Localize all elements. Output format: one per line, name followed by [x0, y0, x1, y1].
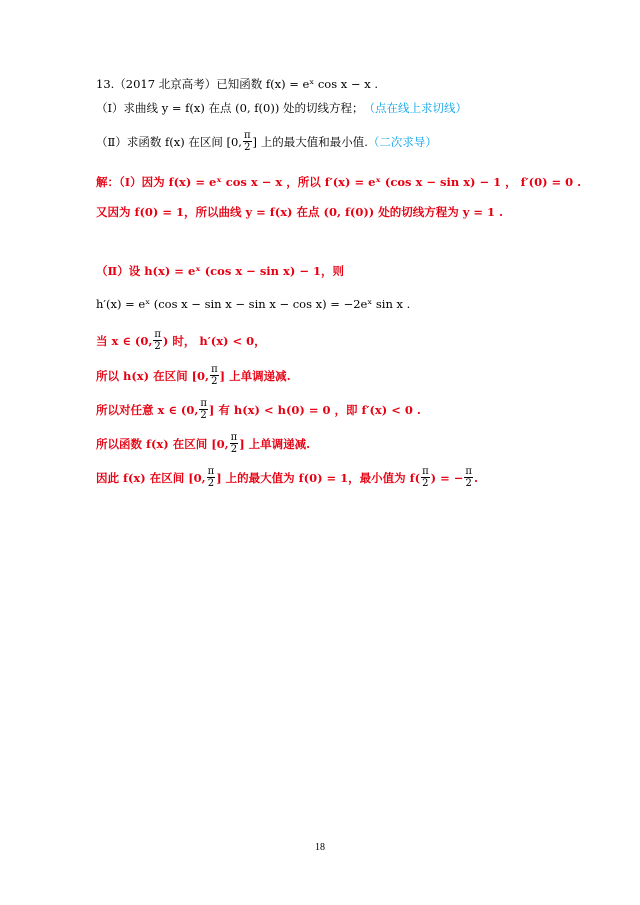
part2-hint: （二次求导） — [367, 134, 437, 149]
solution-line-4: h′(x) = eˣ (cos x − sin x − sin x − cos x) = −2eˣ sin x . — [96, 297, 411, 311]
problem-part-1 — [96, 100, 467, 116]
solution-line-7: 所以对任意 x ∈ (0, $\frac{\pi}{2}$ ] 有 h(x) < h(0) = 0 ，即 f′(x) < 0 . — [96, 398, 421, 421]
pi-over-2-fraction: $\frac{\pi}{2}$ — [154, 329, 161, 352]
pi-over-2-fraction: $\frac{\pi}{2}$ — [243, 130, 251, 153]
pi-over-2-fraction: $\frac{\pi}{2}$ — [211, 364, 218, 387]
problem-header-text: 13.（2017 北京高考）已知函数 f(x) = eˣ cos x − x . — [96, 77, 379, 91]
problem-part-2 — [96, 130, 437, 153]
solution-line-1: 解：（Ⅰ）因为 f(x) = eˣ cos x − x ，所以 f′(x) = eˣ (cos x − sin x) − 1 ， f′(0) = 0 . — [96, 175, 582, 189]
page-number: 18 — [315, 842, 325, 853]
part1-text: （Ⅰ）求曲线 y = f(x) 在点 (0, f(0)) 处的切线方程； — [96, 101, 364, 115]
solution-line-9: 因此 f(x) 在区间 [0, $\frac{\pi}{2}$ ] 上的最大值为 f(0) = 1，最小值为 f( $\frac{\pi}{2}$ ) = − $\frac{\pi}{2}$ . — [96, 466, 478, 489]
pi-over-2-fraction: $\frac{\pi}{2}$ — [465, 466, 472, 489]
part2-text-a: （Ⅱ）求函数 f(x) 在区间 [0, — [96, 134, 242, 149]
solution-line-3: （Ⅱ）设 h(x) = eˣ (cos x − sin x) − 1，则 — [96, 264, 344, 278]
solution-line-8: 所以函数 f(x) 在区间 [0, $\frac{\pi}{2}$ ] 上单调递减. — [96, 432, 311, 455]
problem-header — [96, 76, 378, 92]
pi-over-2-fraction: $\frac{\pi}{2}$ — [200, 398, 207, 421]
solution-line-6: 所以 h(x) 在区间 [0, $\frac{\pi}{2}$ ] 上单调递减. — [96, 364, 291, 387]
solution-line-2: 又因为 f(0) = 1，所以曲线 y = f(x) 在点 (0, f(0)) 处的切线方程为 y = 1 . — [96, 205, 504, 219]
solution-line-5: 当 x ∈ (0, $\frac{\pi}{2}$ ) 时， h′(x) < 0， — [96, 329, 266, 352]
pi-over-2-fraction: $\frac{\pi}{2}$ — [230, 432, 238, 455]
pi-over-2-fraction: $\frac{\pi}{2}$ — [207, 466, 215, 489]
pi-over-2-fraction: $\frac{\pi}{2}$ — [422, 466, 429, 489]
part1-hint: （点在线上求切线） — [363, 101, 467, 115]
part2-text-b: ] 上的最大值和最小值. — [252, 134, 368, 149]
